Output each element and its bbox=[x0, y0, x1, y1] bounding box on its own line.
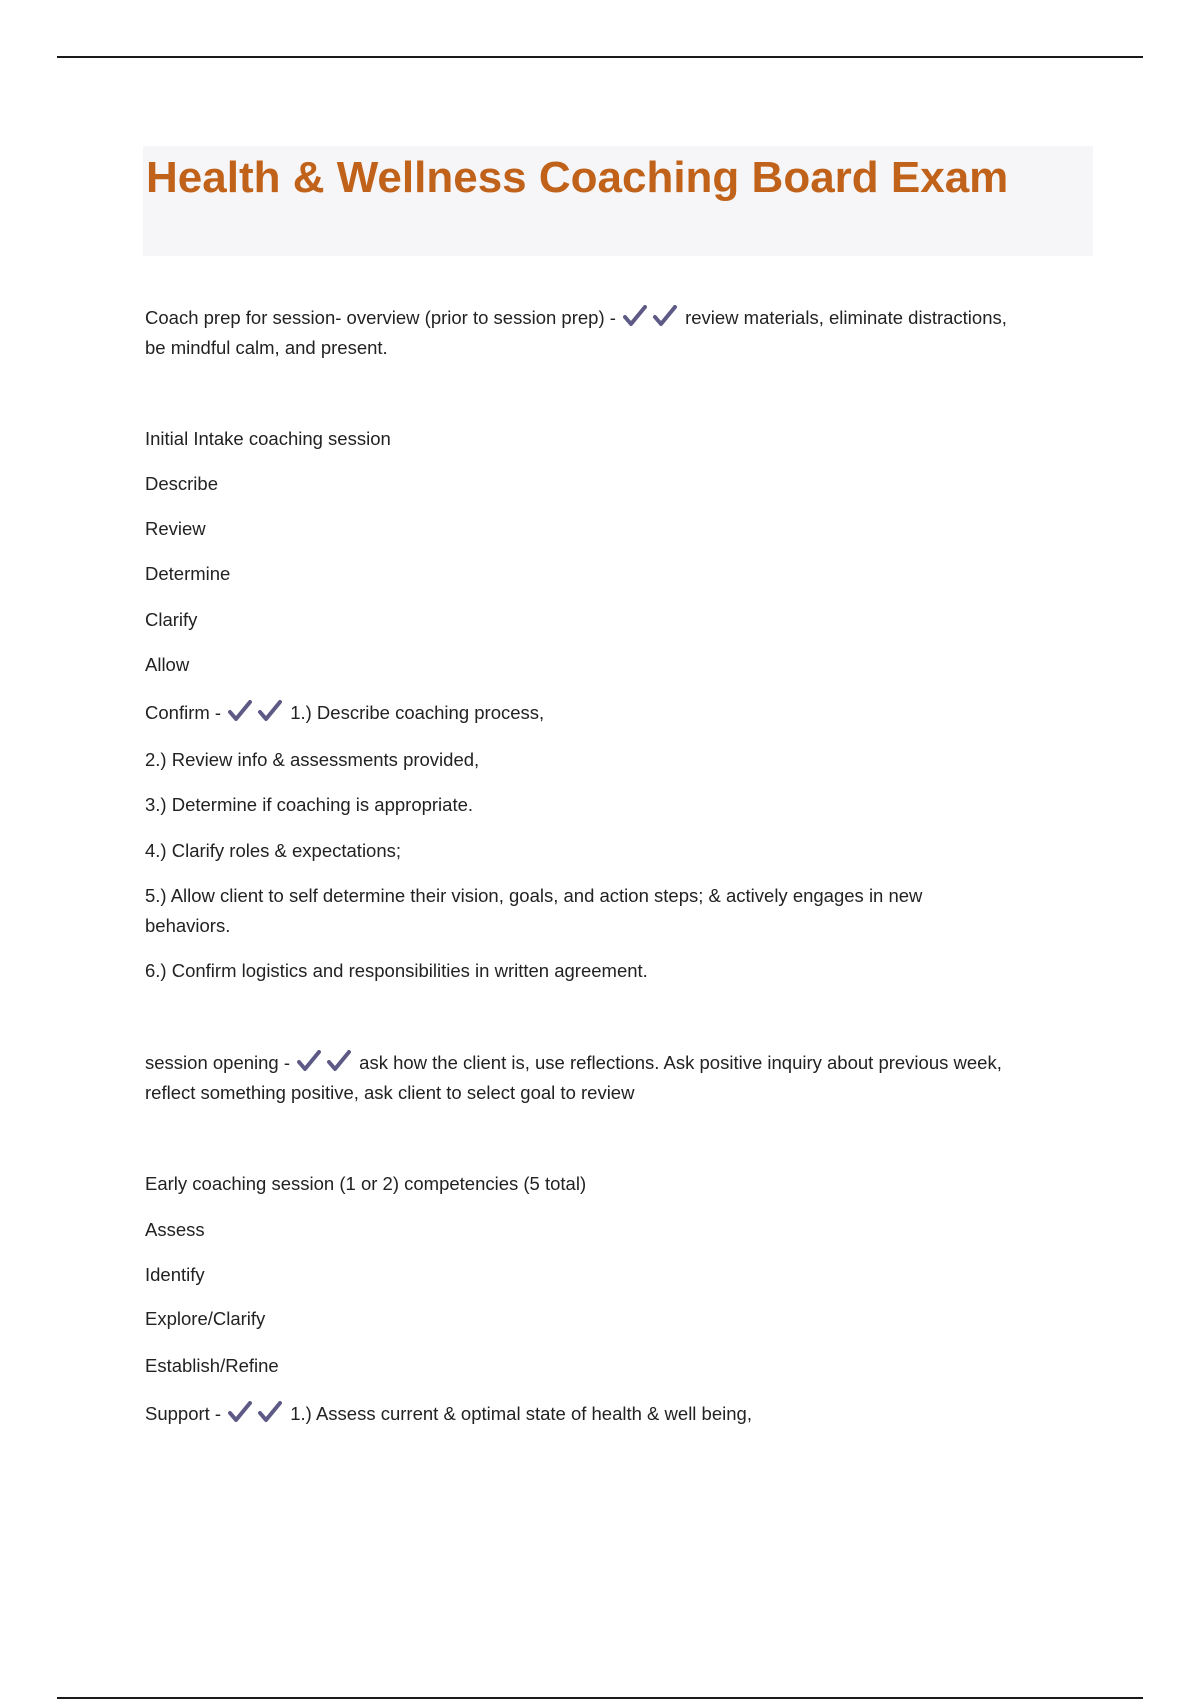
qa-entry-session-prep bbox=[145, 303, 1095, 336]
answer-continuation: be mindful calm, and present. bbox=[145, 337, 388, 358]
qa-entry-session-opening bbox=[145, 1048, 1095, 1081]
answer-text: review materials, eliminate distractions, bbox=[685, 307, 1007, 328]
list-item: Determine bbox=[145, 563, 231, 584]
list-item: Assess bbox=[145, 1219, 205, 1240]
list-item: 3.) Determine if coaching is appropriate. bbox=[145, 794, 474, 815]
question-text: Coach prep for session- overview (prior to session prep) - bbox=[145, 307, 622, 328]
top-rule bbox=[57, 56, 1143, 58]
check-icon bbox=[228, 1401, 252, 1423]
check-icon bbox=[258, 1401, 282, 1423]
list-item: Describe bbox=[145, 473, 218, 494]
section-heading-initial-intake: Initial Intake coaching session bbox=[145, 428, 391, 449]
list-item: Allow bbox=[145, 654, 190, 675]
list-item: 6.) Confirm logistics and responsibilities in written agreement. bbox=[145, 960, 648, 981]
list-item: Explore/Clarify bbox=[145, 1308, 266, 1329]
document-title: Health & Wellness Coaching Board Exam bbox=[146, 153, 1009, 202]
double-check-icon bbox=[228, 1401, 288, 1432]
bottom-rule bbox=[57, 1697, 1143, 1699]
double-check-icon bbox=[228, 700, 288, 731]
qa-entry-support bbox=[145, 1399, 1095, 1432]
check-icon bbox=[228, 700, 252, 722]
answer-text: 1.) Describe coaching process, bbox=[290, 702, 545, 723]
list-item: 5.) Allow client to self determine their vision, goals, and action steps; & actively engages in new bbox=[145, 885, 923, 906]
check-icon bbox=[258, 700, 282, 722]
check-icon bbox=[297, 1050, 321, 1072]
question-text: Confirm - bbox=[145, 702, 227, 723]
answer-text: ask how the client is, use reflections. Ask positive inquiry about previous week, bbox=[359, 1052, 1002, 1073]
check-icon bbox=[327, 1050, 351, 1072]
list-item: Identify bbox=[145, 1264, 205, 1285]
list-item: Clarify bbox=[145, 609, 198, 630]
section-heading-early-coaching: Early coaching session (1 or 2) competencies (5 total) bbox=[145, 1173, 587, 1194]
double-check-icon bbox=[297, 1050, 357, 1081]
list-item: Review bbox=[145, 518, 206, 539]
question-text: Support - bbox=[145, 1403, 227, 1424]
answer-continuation: reflect something positive, ask client to select goal to review bbox=[145, 1082, 635, 1103]
list-item-continuation: behaviors. bbox=[145, 915, 231, 936]
answer-text: 1.) Assess current & optimal state of health & well being, bbox=[290, 1403, 752, 1424]
question-text: session opening - bbox=[145, 1052, 296, 1073]
check-icon bbox=[653, 305, 677, 327]
list-item: 4.) Clarify roles & expectations; bbox=[145, 840, 402, 861]
list-item: Establish/Refine bbox=[145, 1355, 279, 1376]
qa-entry-confirm bbox=[145, 698, 1095, 731]
list-item: 2.) Review info & assessments provided, bbox=[145, 749, 480, 770]
double-check-icon bbox=[623, 305, 683, 336]
check-icon bbox=[623, 305, 647, 327]
